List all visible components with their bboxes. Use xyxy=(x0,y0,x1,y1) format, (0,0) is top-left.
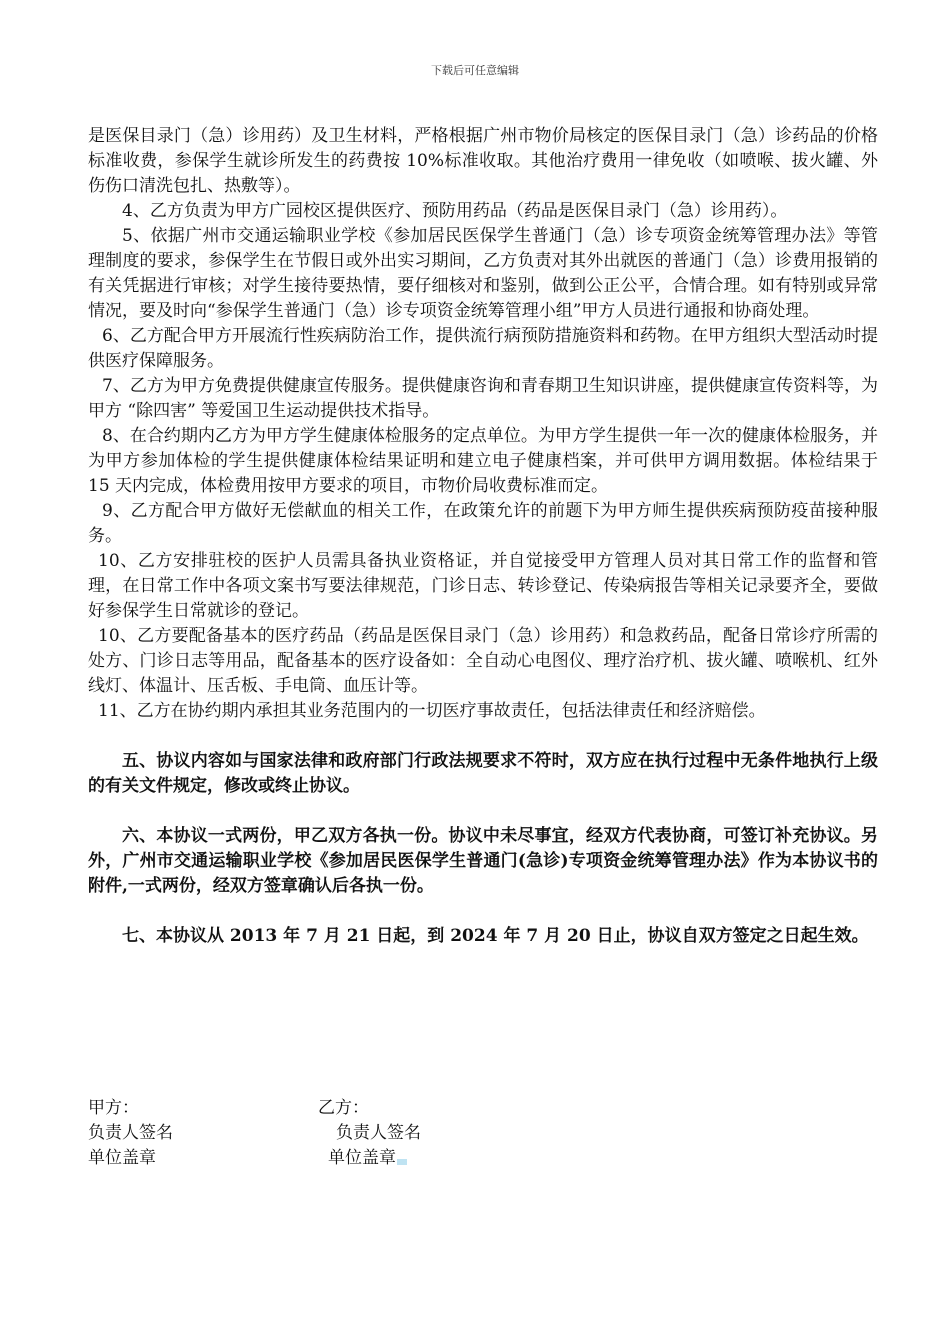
party-a-seal-label: 单位盖章 xyxy=(88,1148,156,1168)
agreement-body xyxy=(88,124,878,949)
clause-10b: 10、乙方要配备基本的医疗药品（药品是医保目录门（急）诊用药）和急救药品，配备日常诊疗所需的处方、门诊日志等用品，配备基本的医疗设备如：全自动心电图仪、理疗治疗机、拔火罐、喷喉机、红外线灯、体温计、压舌板、手电筒、血压计等。 xyxy=(88,626,878,696)
section-7: 七、本协议从 2013 年 7 月 21 日起，到 2024 年 7 月 20 日止，协议自双方签定之日起生效。 xyxy=(122,926,869,946)
party-a-signature-label: 负责人签名 xyxy=(88,1123,173,1143)
clause-9: 9、乙方配合甲方做好无偿献血的相关工作，在政策允许的前题下为甲方师生提供疾病预防疫苗接种服务。 xyxy=(88,501,878,546)
party-b-label: 乙方： xyxy=(318,1098,369,1118)
party-b-signature-label: 负责人签名 xyxy=(336,1123,421,1143)
spacer xyxy=(88,724,878,749)
signature-row-party xyxy=(88,1096,588,1121)
spacer xyxy=(88,799,878,824)
signature-row-person xyxy=(88,1121,588,1146)
party-a-label: 甲方： xyxy=(88,1098,139,1118)
paragraph-continued: 是医保目录门（急）诊用药）及卫生材料，严格根据广州市物价局核定的医保目录门（急）诊药品的价格标准收费，参保学生就诊所发生的药费按 10%标准收取。其他治疗费用一律免收（如喷喉、拔火罐、外伤伤口清洗包扎、热敷等）。 xyxy=(88,126,878,196)
cursor-marker xyxy=(397,1159,407,1165)
section-6: 六、本协议一式两份，甲乙双方各执一份。协议中未尽事宜，经双方代表协商，可签订补充协议。另外，广州市交通运输职业学校《参加居民医保学生普通门(急诊)专项资金统筹管理办法》作为本协议书的附件,一式两份，经双方签章确认后各执一份。 xyxy=(88,826,878,896)
signature-row-seal xyxy=(88,1146,588,1171)
clause-6: 6、乙方配合甲方开展流行性疾病防治工作，提供流行病预防措施资料和药物。在甲方组织大型活动时提供医疗保障服务。 xyxy=(88,326,878,371)
clause-10a: 10、乙方安排驻校的医护人员需具备执业资格证，并自觉接受甲方管理人员对其日常工作的监督和管理，在日常工作中各项文案书写要法律规范，门诊日志、转诊登记、传染病报告等相关记录要齐全，要做好参保学生日常就诊的登记。 xyxy=(88,551,878,621)
spacer xyxy=(88,899,878,924)
clause-11: 11、乙方在协约期内承担其业务范围内的一切医疗事故责任，包括法律责任和经济赔偿。 xyxy=(98,701,766,721)
party-b-seal-label: 单位盖章 xyxy=(328,1148,396,1168)
party-b-seal-group xyxy=(328,1146,407,1171)
clause-4: 4、乙方负责为甲方广园校区提供医疗、预防用药品（药品是医保目录门（急）诊用药）。 xyxy=(122,201,788,221)
clause-5: 5、依据广州市交通运输职业学校《参加居民医保学生普通门（急）诊专项资金统筹管理办法》等管理制度的要求，参保学生在节假日或外出实习期间，乙方负责对其外出就医的普通门（急）诊费用报销的有关凭据进行审核；对学生接待要热情，要仔细核对和鉴别，做到公正公平，合情合理。如有特别或异常情况，要及时向“参保学生普通门（急）诊专项资金统筹管理小组”甲方人员进行通报和协商处理。 xyxy=(88,226,878,321)
clause-7: 7、乙方为甲方免费提供健康宣传服务。提供健康咨询和青春期卫生知识讲座，提供健康宣传资料等，为甲方 “除四害” 等爱国卫生运动提供技术指导。 xyxy=(88,376,878,421)
clause-8: 8、在合约期内乙方为甲方学生健康体检服务的定点单位。为甲方学生提供一年一次的健康体检服务，并为甲方参加体检的学生提供健康体检结果证明和建立电子健康档案，并可供甲方调用数据。体检结果于 15 天内完成，体检费用按甲方要求的项目，市物价局收费标准而定。 xyxy=(88,426,878,496)
signature-block xyxy=(88,1096,588,1171)
section-5: 五、协议内容如与国家法律和政府部门行政法规要求不符时，双方应在执行过程中无条件地执行上级的有关文件规定，修改或终止协议。 xyxy=(88,751,878,796)
page-header-note: 下载后可任意编辑 xyxy=(431,64,519,77)
